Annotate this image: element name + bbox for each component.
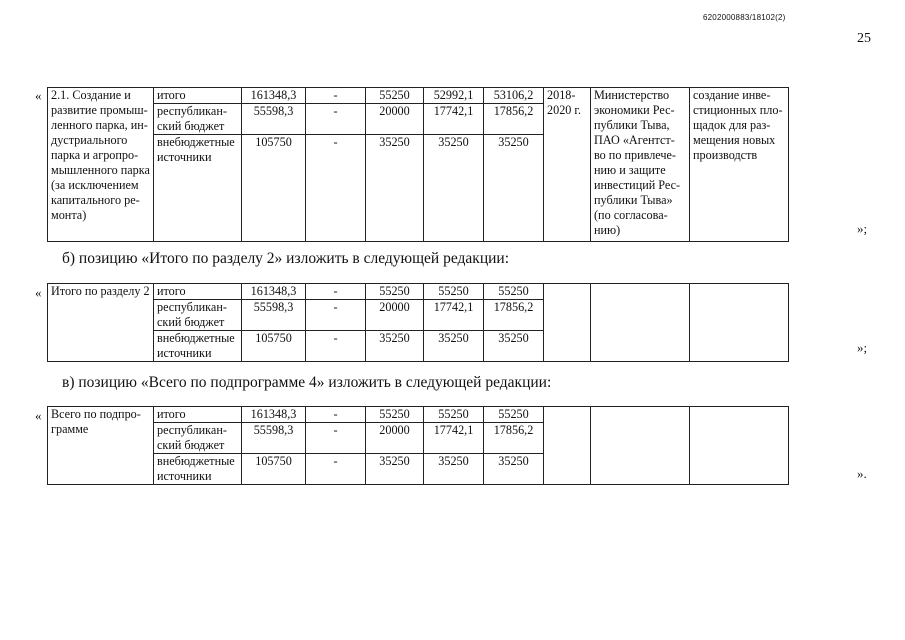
- item-name-cell: [48, 284, 154, 362]
- value-year-3: 35250: [484, 331, 544, 362]
- executor-cell: [591, 407, 690, 485]
- source-cell: [154, 331, 242, 362]
- cell-line: развитие промыш-: [51, 103, 148, 117]
- cell-line: капитального ре-: [51, 193, 140, 207]
- cell-line: итого: [157, 407, 186, 421]
- cell-line: (по согласова-: [594, 208, 668, 222]
- cell-line: мышленного парка: [51, 163, 150, 177]
- value-year-2: 17742,1: [424, 300, 484, 331]
- value-year-3: 17856,2: [484, 104, 544, 135]
- value-year-2: 52992,1: [424, 88, 484, 104]
- period-cell: [544, 284, 591, 362]
- cell-line: инвестиций Рес-: [594, 178, 681, 192]
- value-total: 55598,3: [242, 300, 306, 331]
- cell-line: экономики Рес-: [594, 103, 675, 117]
- value-2018: -: [306, 135, 366, 242]
- cell-line: монта): [51, 208, 87, 222]
- value-2018: -: [306, 407, 366, 423]
- source-cell: [154, 407, 242, 423]
- table-subprogram-4-total: [47, 406, 789, 485]
- cell-line: ленного парка, ин-: [51, 118, 148, 132]
- value-year-2: 55250: [424, 407, 484, 423]
- cell-line: Всего по подпро-: [51, 407, 141, 421]
- value-total: 161348,3: [242, 88, 306, 104]
- cell-line: публики Тыва»: [594, 193, 673, 207]
- cell-line: ский бюджет: [157, 438, 225, 452]
- closing-quote: ».: [857, 466, 867, 481]
- value-total: 105750: [242, 135, 306, 242]
- opening-quote: «: [35, 285, 42, 300]
- value-2018: -: [306, 104, 366, 135]
- value-year-1: 55250: [366, 284, 424, 300]
- cell-line: внебюджетные: [157, 454, 235, 468]
- source-cell: [154, 300, 242, 331]
- cell-line: щадок для раз-: [693, 118, 771, 132]
- cell-line: итого: [157, 284, 186, 298]
- cell-line: ПАО «Агентст-: [594, 133, 675, 147]
- paragraph-b: б) позицию «Итого по разделу 2» изложить в следующей редакции:: [62, 250, 510, 267]
- cell-line: республикан-: [157, 104, 227, 118]
- cell-line: производств: [693, 148, 758, 162]
- source-cell: [154, 423, 242, 454]
- cell-line: нию): [594, 223, 621, 237]
- value-year-1: 35250: [366, 454, 424, 485]
- value-year-3: 35250: [484, 454, 544, 485]
- source-cell: [154, 135, 242, 242]
- closing-quote: »;: [857, 340, 868, 355]
- value-2018: -: [306, 284, 366, 300]
- cell-line: парка и агропро-: [51, 148, 139, 162]
- cell-line: республикан-: [157, 423, 227, 437]
- value-year-3: 17856,2: [484, 423, 544, 454]
- value-year-2: 55250: [424, 284, 484, 300]
- cell-line: 2.1. Создание и: [51, 88, 131, 102]
- value-year-1: 20000: [366, 423, 424, 454]
- value-year-3: 55250: [484, 284, 544, 300]
- value-total: 55598,3: [242, 423, 306, 454]
- value-total: 105750: [242, 454, 306, 485]
- cell-line: внебюджетные: [157, 331, 235, 345]
- cell-line: источники: [157, 150, 212, 164]
- cell-line: дустриального: [51, 133, 128, 147]
- value-total: 161348,3: [242, 284, 306, 300]
- value-year-1: 55250: [366, 407, 424, 423]
- cell-line: итого: [157, 88, 186, 102]
- cell-line: 2020 г.: [547, 103, 582, 117]
- value-2018: -: [306, 300, 366, 331]
- value-year-3: 53106,2: [484, 88, 544, 104]
- cell-line: Итого по разделу 2: [51, 284, 150, 298]
- period-cell: [544, 407, 591, 485]
- cell-line: внебюджетные: [157, 135, 235, 149]
- item-name-cell: [48, 407, 154, 485]
- value-2018: -: [306, 331, 366, 362]
- opening-quote: «: [35, 88, 42, 103]
- value-year-2: 17742,1: [424, 104, 484, 135]
- executor-cell: [591, 88, 690, 242]
- cell-line: Министерство: [594, 88, 670, 102]
- cell-line: создание инве-: [693, 88, 771, 102]
- value-year-1: 35250: [366, 331, 424, 362]
- cell-line: грамме: [51, 422, 89, 436]
- value-year-3: 17856,2: [484, 300, 544, 331]
- cell-line: республикан-: [157, 300, 227, 314]
- item-name-cell: [48, 88, 154, 242]
- result-cell: [690, 407, 789, 485]
- cell-line: нию и защите: [594, 163, 666, 177]
- value-year-1: 20000: [366, 300, 424, 331]
- cell-line: 2018-: [547, 88, 576, 102]
- result-cell: [690, 284, 789, 362]
- value-2018: -: [306, 88, 366, 104]
- value-year-1: 35250: [366, 135, 424, 242]
- cell-line: мещения новых: [693, 133, 776, 147]
- value-total: 105750: [242, 331, 306, 362]
- cell-line: ский бюджет: [157, 315, 225, 329]
- cell-line: публики Тыва,: [594, 118, 670, 132]
- executor-cell: [591, 284, 690, 362]
- source-cell: [154, 284, 242, 300]
- source-cell: [154, 454, 242, 485]
- value-2018: -: [306, 423, 366, 454]
- page-number: 25: [857, 31, 871, 46]
- cell-line: ский бюджет: [157, 119, 225, 133]
- value-year-2: 35250: [424, 454, 484, 485]
- value-year-3: 55250: [484, 407, 544, 423]
- cell-line: источники: [157, 469, 212, 483]
- source-cell: [154, 104, 242, 135]
- value-total: 55598,3: [242, 104, 306, 135]
- closing-quote: »;: [857, 221, 868, 236]
- value-2018: -: [306, 454, 366, 485]
- value-year-3: 35250: [484, 135, 544, 242]
- value-year-2: 35250: [424, 135, 484, 242]
- period-cell: [544, 88, 591, 242]
- cell-line: источники: [157, 346, 212, 360]
- result-cell: [690, 88, 789, 242]
- source-cell: [154, 88, 242, 104]
- value-year-2: 17742,1: [424, 423, 484, 454]
- table-section-2-total: [47, 283, 789, 362]
- cell-line: стиционных пло-: [693, 103, 783, 117]
- cell-line: во по привлече-: [594, 148, 676, 162]
- paragraph-c: в) позицию «Всего по подпрограмме 4» изложить в следующей редакции:: [62, 374, 552, 391]
- value-year-1: 55250: [366, 88, 424, 104]
- opening-quote: «: [35, 408, 42, 423]
- document-id: 6202000883/18102(2): [703, 13, 786, 22]
- value-year-2: 35250: [424, 331, 484, 362]
- cell-line: (за исключением: [51, 178, 139, 192]
- value-year-1: 20000: [366, 104, 424, 135]
- table-item-2-1: [47, 87, 789, 242]
- value-total: 161348,3: [242, 407, 306, 423]
